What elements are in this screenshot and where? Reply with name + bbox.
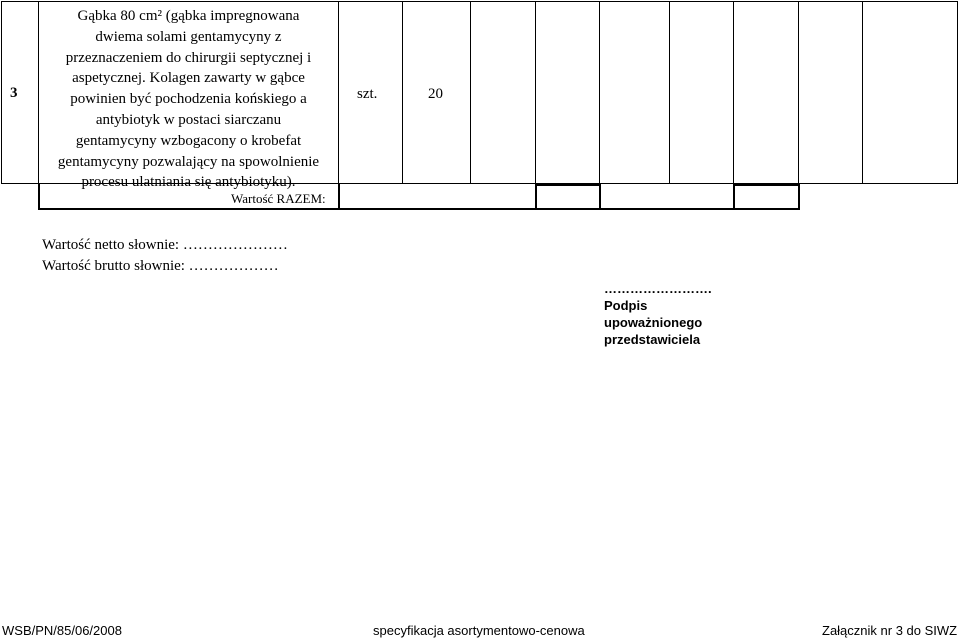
description-line: gentamycyny wzbogacony o krobefat bbox=[75, 132, 302, 149]
col-line bbox=[470, 1, 471, 184]
total-box-left bbox=[535, 184, 537, 210]
description-line: antybiotyk w postaci siarczanu bbox=[95, 111, 282, 128]
signature-line: przedstawiciela bbox=[604, 332, 701, 347]
col-line bbox=[733, 1, 734, 184]
total-box-right bbox=[798, 184, 800, 210]
footer-center: specyfikacja asortymentowo-cenowa bbox=[373, 623, 585, 638]
col-line bbox=[669, 1, 670, 184]
product-description bbox=[40, 6, 337, 193]
signature-line: Podpis bbox=[604, 298, 648, 313]
col-line bbox=[862, 1, 863, 184]
total-row-bottom bbox=[38, 208, 800, 210]
signature-block bbox=[604, 280, 712, 348]
total-row-divider bbox=[338, 184, 340, 210]
total-box-top bbox=[535, 184, 601, 186]
total-box-left bbox=[733, 184, 735, 210]
unit-cell: szt. bbox=[357, 86, 378, 102]
description-line: gentamycyny pozwalający na spowolnienie bbox=[57, 153, 320, 170]
signature-dots: ……………………. bbox=[604, 281, 712, 296]
col-line bbox=[599, 1, 600, 184]
description-line: Gąbka 80 cm² (gąbka impregnowana bbox=[77, 8, 300, 24]
col-line bbox=[535, 1, 536, 184]
row-number: 3 bbox=[10, 85, 18, 101]
description-line: przeznaczeniem do chirurgii septycznej i bbox=[65, 49, 312, 66]
price-table bbox=[0, 0, 960, 220]
description-line: aspetycznej. Kolagen zawarty w gąbce bbox=[72, 70, 305, 87]
gross-amount-words: Wartość brutto słownie: ……………… bbox=[42, 258, 279, 274]
footer-right: Załącznik nr 3 do SIWZ bbox=[822, 623, 958, 638]
col-line bbox=[798, 1, 799, 184]
signature-line: upoważnionego bbox=[604, 315, 703, 330]
total-label: Wartość RAZEM: bbox=[231, 191, 326, 206]
total-box-top bbox=[733, 184, 800, 186]
net-amount-words: Wartość netto słownie: ………………… bbox=[42, 237, 288, 253]
footer-left: WSB/PN/85/06/2008 bbox=[2, 623, 122, 638]
amount-in-words bbox=[42, 235, 288, 277]
col-line bbox=[338, 1, 339, 184]
col-line bbox=[402, 1, 403, 184]
total-box-right bbox=[599, 184, 601, 210]
description-line: powinien być pochodzenia końskiego a bbox=[70, 91, 307, 108]
description-line: procesu ulatniania się antybiotyku). bbox=[81, 174, 296, 191]
description-line: dwiema solami gentamycyny z bbox=[95, 28, 282, 45]
quantity-cell: 20 bbox=[428, 86, 443, 102]
col-line bbox=[38, 1, 39, 184]
